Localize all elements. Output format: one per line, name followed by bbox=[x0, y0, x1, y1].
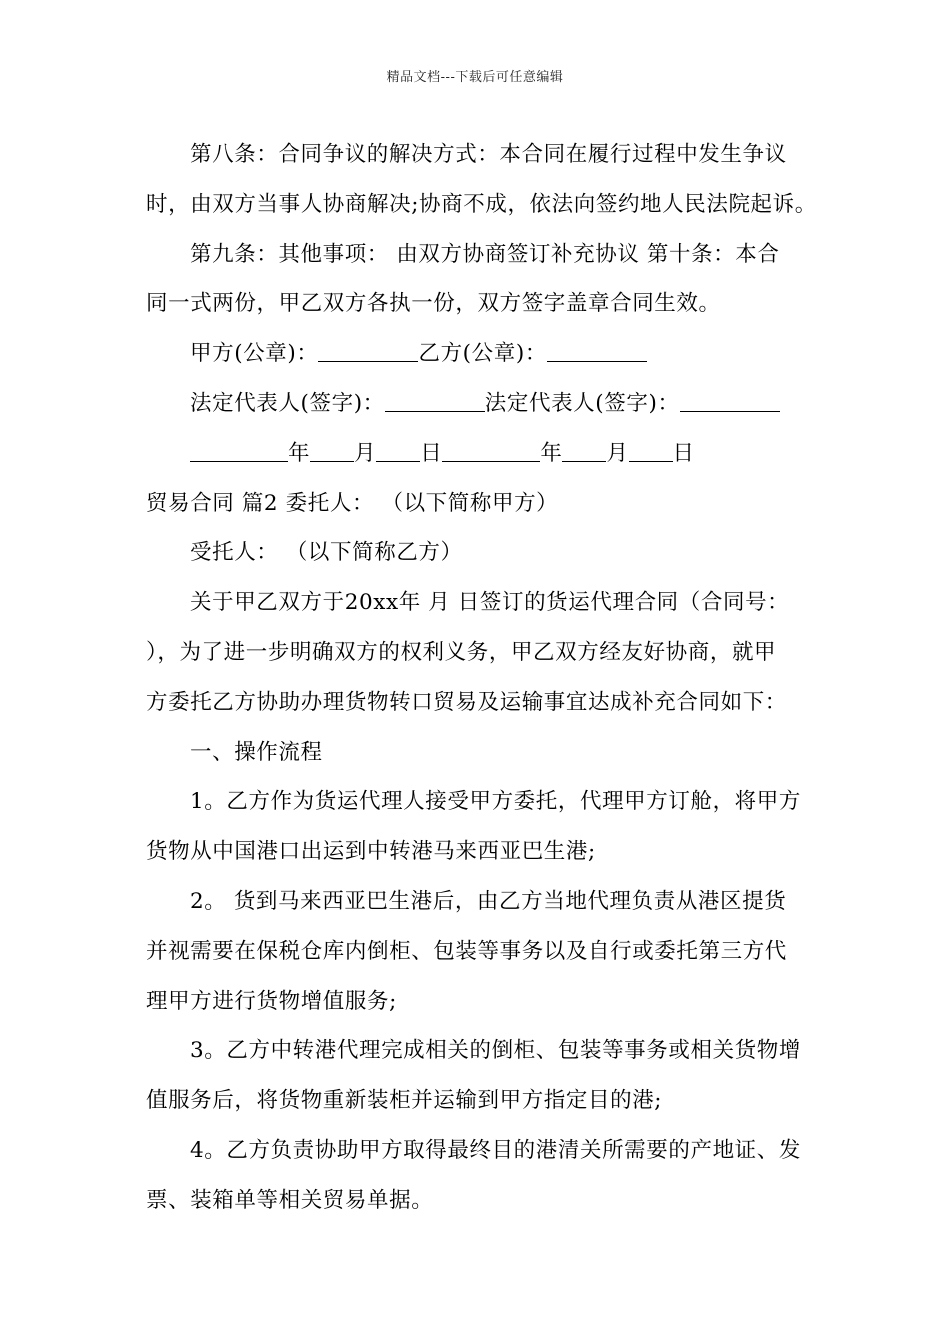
section-heading-line: 贸易合同 篇2 委托人： （以下简称甲方） bbox=[146, 490, 559, 516]
list-item-line: 票、装箱单等相关贸易单据。 bbox=[146, 1187, 434, 1213]
document-body bbox=[146, 130, 826, 1226]
paragraph-line: 第八条：合同争议的解决方式：本合同在履行过程中发生争议 bbox=[190, 142, 787, 167]
paragraph-line: 第九条：其他事项： 由双方协商签订补充协议 第十条：本合 bbox=[190, 241, 780, 267]
signature-line-representatives bbox=[146, 379, 826, 429]
list-item-line: 1。乙方作为货运代理人接受甲方委托，代理甲方订舱，将甲方 bbox=[190, 789, 801, 815]
party-a-seal-blank bbox=[318, 337, 418, 362]
list-item-line: 2。 货到马来西亚巴生港后，由乙方当地代理负责从港区提货 bbox=[190, 888, 787, 914]
paragraph-line: 受托人： （以下简称乙方） bbox=[190, 540, 463, 566]
party-a-day-blank bbox=[376, 437, 420, 462]
party-b-month-blank bbox=[562, 437, 606, 462]
section-title: 一、操作流程 bbox=[190, 739, 323, 765]
month-label: 月 bbox=[606, 440, 629, 466]
party-b-seal-label: 乙方(公章)： bbox=[418, 341, 547, 367]
list-item-line: 3。乙方中转港代理完成相关的倒柜、包装等事务或相关货物增 bbox=[190, 1038, 801, 1064]
party-a-rep-label: 法定代表人(签字)： bbox=[190, 390, 385, 416]
month-label: 月 bbox=[354, 440, 377, 466]
list-item-line: 货物从中国港口出运到中转港马来西亚巴生港; bbox=[146, 839, 596, 865]
party-a-rep-blank bbox=[385, 387, 485, 412]
party-b-rep-label: 法定代表人(签字)： bbox=[484, 390, 680, 416]
party-a-month-blank bbox=[310, 437, 354, 462]
list-item-line: 理甲方进行货物增值服务; bbox=[146, 988, 397, 1014]
party-b-seal-blank bbox=[547, 337, 647, 362]
party-b-rep-blank bbox=[680, 387, 780, 412]
party-a-seal-label: 甲方(公章)： bbox=[190, 341, 319, 367]
year-label: 年 bbox=[288, 440, 311, 466]
paragraph-line: 关于甲乙双方于20xx年 月 日签订的货运代理合同（合同号： bbox=[190, 590, 790, 616]
party-a-year-blank bbox=[190, 437, 288, 462]
list-item-line: 并视需要在保税仓库内倒柜、包装等事务以及自行或委托第三方代 bbox=[146, 938, 787, 964]
paragraph-line: 同一式两份，甲乙双方各执一份，双方签字盖章合同生效。 bbox=[146, 291, 721, 317]
party-b-year-blank bbox=[442, 437, 540, 462]
list-item-line: 4。乙方负责协助甲方取得最终目的港清关所需要的产地证、发 bbox=[190, 1137, 801, 1163]
paragraph-line: 方委托乙方协助办理货物转口贸易及运输事宜达成补充合同如下： bbox=[146, 689, 787, 715]
day-label: 日 bbox=[420, 440, 443, 466]
paragraph-line: 时，由双方当事人协商解决;协商不成，依法向签约地人民法院起诉。 bbox=[146, 191, 817, 217]
year-label: 年 bbox=[540, 440, 563, 466]
paragraph-line: ），为了进一步明确双方的权利义务，甲乙双方经友好协商，就甲 bbox=[146, 639, 777, 665]
list-item-line: 值服务后，将货物重新装柜并运输到甲方指定目的港; bbox=[146, 1088, 663, 1114]
signature-line-dates bbox=[146, 429, 826, 479]
day-label: 日 bbox=[672, 440, 695, 466]
signature-line-seals bbox=[146, 329, 826, 379]
party-b-day-blank bbox=[629, 437, 673, 462]
page-header: 精品文档---下载后可任意编辑 bbox=[386, 70, 564, 85]
